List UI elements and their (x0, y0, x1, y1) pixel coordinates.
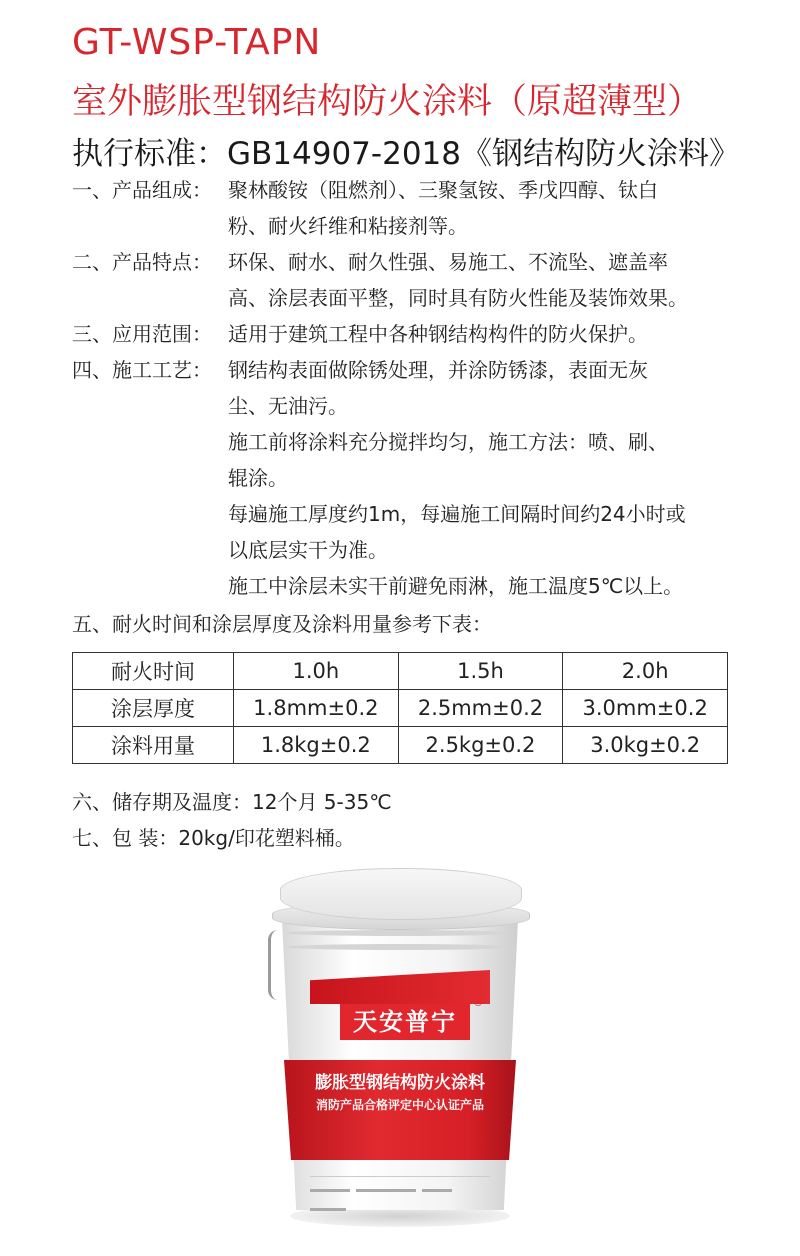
section-process (72, 352, 648, 388)
table-cell: 1.0h (234, 653, 399, 690)
table-cell: 1.5h (398, 653, 563, 690)
section-text: 施工前将涂料充分搅拌均匀，施工方法：喷、刷、 (228, 430, 668, 454)
table-cell: 涂料用量 (73, 727, 234, 764)
section-text: 适用于建筑工程中各种钢结构构件的防火保护。 (228, 322, 648, 346)
table-cell: 耐火时间 (73, 653, 234, 690)
packaging-line: 七、包 装：20kg/印花塑料桶。 (72, 826, 355, 850)
bucket-lid (280, 868, 522, 920)
section-text: 辊涂。 (228, 466, 288, 490)
section-text: 每遍施工厚度约1m，每遍施工间隔时间约24小时或 (228, 502, 686, 526)
product-model: GT-WSP-TAPN (72, 22, 322, 63)
bucket-handle (268, 930, 285, 1000)
section-scope (72, 316, 648, 352)
bucket-certification: 消防产品合格评定中心认证产品 (315, 1098, 484, 1112)
section-label: 二、产品特点： (72, 250, 212, 274)
bucket-ring (286, 930, 514, 936)
table-row (73, 653, 728, 690)
section-text: 聚林酸铵（阻燃剂）、三聚氢铵、季戊四醇、钛白 (228, 178, 658, 202)
section-composition (72, 172, 658, 208)
table-cell: 涂层厚度 (73, 690, 234, 727)
table-cell: 3.0mm±0.2 (563, 690, 728, 727)
table-row (73, 690, 728, 727)
standard-line: 执行标准：GB14907-2018《钢结构防火涂料》 (72, 136, 740, 172)
section-text: 粉、耐火纤维和粘接剂等。 (228, 214, 468, 238)
table-cell: 1.8kg±0.2 (234, 727, 399, 764)
section-text: 高、涂层表面平整，同时具有防火性能及装饰效果。 (228, 286, 688, 310)
bucket-product-name: 膨胀型钢结构防火涂料 (315, 1073, 485, 1093)
reference-table (72, 652, 728, 764)
section-text: 施工中涂层未实干前避免雨淋，施工温度5℃以上。 (228, 574, 684, 598)
storage-line: 六、储存期及温度：12个月 5-35℃ (72, 790, 392, 814)
section-label: 三、应用范围： (72, 322, 212, 346)
product-bucket-image (250, 860, 550, 1230)
brand-logo: 天安普宁 (340, 1004, 470, 1040)
bucket-ring (286, 944, 514, 950)
section-label: 一、产品组成： (72, 178, 212, 202)
table-cell: 2.0h (563, 653, 728, 690)
section-text: 环保、耐水、耐久性强、易施工、不流坠、遮盖率 (228, 250, 668, 274)
table-cell: 2.5mm±0.2 (398, 690, 563, 727)
bucket-fine-print (310, 1176, 490, 1191)
section-text: 以底层实干为准。 (228, 538, 388, 562)
section-text: 钢结构表面做除锈处理，并涂防锈漆，表面无灰 (228, 358, 648, 382)
section-features (72, 244, 668, 280)
table-cell: 2.5kg±0.2 (398, 727, 563, 764)
registered-mark: ® (473, 998, 483, 1009)
table-cell: 3.0kg±0.2 (563, 727, 728, 764)
table-cell: 1.8mm±0.2 (234, 690, 399, 727)
section-reference-table-heading: 五、耐火时间和涂层厚度及涂料用量参考下表： (72, 612, 492, 636)
section-label: 四、施工工艺： (72, 358, 212, 382)
table-row (73, 727, 728, 764)
product-title: 室外膨胀型钢结构防火涂料（原超薄型） (72, 82, 703, 122)
section-text: 尘、无油污。 (228, 394, 348, 418)
